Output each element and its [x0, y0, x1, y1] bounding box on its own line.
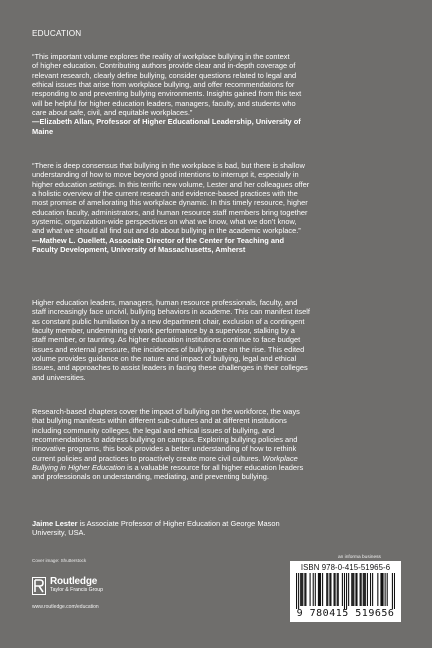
paragraph-line: that bullying manifests within different sub-cultures and at different institutions: [32, 416, 287, 426]
paragraph-line: Research-based chapters cover the impact of bullying on the workforce, the ways: [32, 407, 300, 416]
barcode-bar: [337, 573, 338, 606]
paragraph-text: current policies and practices to proactively create more civil cultures.: [32, 453, 261, 463]
barcode-bar: [335, 573, 336, 606]
barcode-bar: [356, 573, 357, 606]
quote-line: systemic, organization-wide perspectives on what we know, what we don’t know,: [32, 217, 297, 227]
quote-line: most promise of ameliorating this workplace dynamic. In this timely resource, higher: [32, 198, 308, 208]
barcode-bar: [342, 573, 343, 606]
description-paragraph-2: [32, 407, 398, 482]
barcode-bar: [380, 573, 381, 606]
paragraph-line: Higher education leaders, managers, human resource professionals, faculty, and: [32, 298, 298, 307]
paragraph-line: faculty member, undermining of work performance by a supervisor, stalking by a: [32, 326, 295, 336]
paragraph-line: [32, 519, 398, 528]
barcode-bar: [313, 573, 314, 606]
isbn-number: ISBN 978-0-415-51965-6: [300, 563, 391, 572]
paragraph-line: and professionals on understanding, mediating, and preventing bullying.: [32, 472, 269, 482]
barcode-bar: [305, 573, 306, 606]
quote-line: will be helpful for higher education leaders, managers, faculty, and students who: [32, 98, 296, 108]
paragraph-text: is a valuable resource for all higher education leaders: [125, 463, 304, 473]
description-paragraph-1: [32, 298, 398, 382]
barcode-bar: [301, 573, 302, 606]
barcode-bar: [377, 573, 378, 606]
author-bio: [32, 519, 398, 538]
barcode-bar: [348, 573, 349, 606]
barcode-bar: [344, 573, 345, 609]
barcode-bar: [365, 573, 366, 606]
paragraph-text: is Associate Professor of Higher Education at George Mason: [77, 519, 280, 528]
barcode-bar: [351, 573, 352, 606]
endorsement-quote-2: [32, 161, 398, 254]
barcode-bar: [367, 573, 368, 606]
barcode-bar: [352, 573, 353, 606]
category-label: EDUCATION: [32, 29, 82, 38]
informa-tagline: an informa business: [338, 555, 381, 560]
quote-line: of higher education. Contributing authors provide clear and in-depth coverage of: [32, 61, 296, 71]
quote-line: ethical issues that arise from workplace bullying, and offer recommendations for: [32, 80, 295, 90]
barcode-bar: [326, 573, 327, 606]
paragraph-line: staff member, or taunting. As higher education institutions continue to face budget: [32, 335, 301, 345]
barcode-bar: [353, 573, 354, 606]
barcode-bar: [385, 573, 386, 606]
publisher-logo: [32, 576, 103, 595]
paragraph-line: as constant public humiliation by a new department chair, exclusion of a contingent: [32, 316, 305, 326]
quote-line: and what we should all find out and do about bullying in the academic workplace.”: [32, 226, 301, 236]
barcode-icon: [296, 573, 395, 609]
quote-line: “This important volume explores the reality of workplace bullying in the context: [32, 52, 290, 61]
barcode-bar: [382, 573, 383, 606]
barcode-bar: [296, 573, 297, 609]
paragraph-line: including community colleges, the legal and ethical issues of bullying, and: [32, 425, 275, 435]
barcode-bar: [394, 573, 395, 609]
barcode-bar: [298, 573, 299, 609]
quote-line: a holistic overview of the current research and evidence-based practices with the: [32, 189, 298, 199]
barcode-bar: [346, 573, 347, 609]
barcode-bar: [334, 573, 335, 606]
barcode-bar: [355, 573, 356, 606]
quote-attribution: —Mathew L. Ouellett, Associate Director of the Center for Teaching and: [32, 235, 285, 245]
barcode-bar: [364, 573, 365, 606]
quote-line: higher education settings. In this terrific new volume, Lester and her colleagues offer: [32, 179, 310, 189]
barcode-bar: [304, 573, 305, 606]
barcode-bar: [392, 573, 393, 609]
paragraph-line: [32, 463, 398, 472]
barcode-bar: [302, 573, 303, 606]
barcode-bar: [360, 573, 361, 606]
quote-attribution: Maine: [32, 126, 54, 136]
quote-line: education faculty, administrators, and human resource staff members bring together: [32, 207, 308, 217]
paragraph-line: issues and external pressure, the incidences of bullying are on the rise. This edited: [32, 344, 305, 354]
barcode-bar: [363, 573, 364, 606]
endorsement-quote-1: [32, 52, 398, 136]
barcode-bar: [370, 573, 371, 606]
barcode-digits: 9 780415 519656: [296, 608, 395, 619]
paragraph-line: volume provides guidance on the nature and impact of bullying, legal and ethical: [32, 354, 297, 364]
paragraph-line: recommendations to address bullying on campus. Exploring bullying policies and: [32, 435, 298, 445]
paragraph-line: and universities.: [32, 372, 86, 382]
barcode-bar: [300, 573, 301, 606]
paragraph-line: innovative programs, this book provides a better understanding of how to rethink: [32, 444, 297, 454]
paragraph-line: University, USA.: [32, 528, 86, 538]
paragraph-line: [32, 454, 398, 463]
publisher-group: Taylor & Francis Group: [50, 587, 104, 593]
publisher-name: Routledge: [50, 576, 98, 587]
barcode-bar: [319, 573, 320, 606]
barcode-bar: [327, 573, 328, 606]
quote-line: understanding of how to move beyond good intentions to interrupt it, especially in: [32, 170, 299, 180]
barcode-bar: [372, 573, 373, 606]
barcode-bar: [322, 573, 323, 606]
barcode-bar: [387, 573, 388, 606]
barcode-panel: [290, 561, 401, 622]
barcode-bar: [338, 573, 339, 606]
paragraph-line: issues, and approaches to assist leaders in facing these challenges in their colleges: [32, 363, 308, 373]
barcode-bar: [310, 573, 311, 606]
book-title-italic: Workplace: [262, 453, 298, 463]
barcode-bar: [315, 573, 316, 606]
book-title-italic: Bullying in Higher Education: [32, 463, 126, 473]
publisher-url: www.routledge.com/education: [32, 604, 99, 610]
barcode-bar: [330, 573, 331, 606]
quote-line: relevant research, clearly define bullying, consider questions related to legal and: [32, 70, 297, 80]
quote-attribution: —Elizabeth Allan, Professor of Higher Educational Leadership, University of: [32, 117, 301, 127]
author-name: Jaime Lester: [32, 519, 78, 528]
quote-attribution: Faculty Development, University of Massachusetts, Amherst: [32, 245, 246, 255]
paragraph-line: staff increasingly face uncivil, bullying behaviors in academe. This can manifest itself: [32, 307, 310, 317]
cover-image-credit: Cover image: Shutterstock: [32, 558, 87, 563]
quote-line: care about safe, civil, and equitable workplaces.”: [32, 108, 193, 118]
barcode-bar: [320, 573, 321, 606]
quote-line: “There is deep consensus that bullying in the workplace is bad, but there is shallow: [32, 161, 305, 170]
barcode-bar: [329, 573, 330, 606]
quote-line: responding to and preventing bullying environments. Insights gained from this text: [32, 89, 302, 99]
barcode-bar: [361, 573, 362, 606]
barcode-bar: [318, 573, 319, 606]
routledge-logo-icon: [32, 577, 46, 595]
barcode-bar: [381, 573, 382, 606]
